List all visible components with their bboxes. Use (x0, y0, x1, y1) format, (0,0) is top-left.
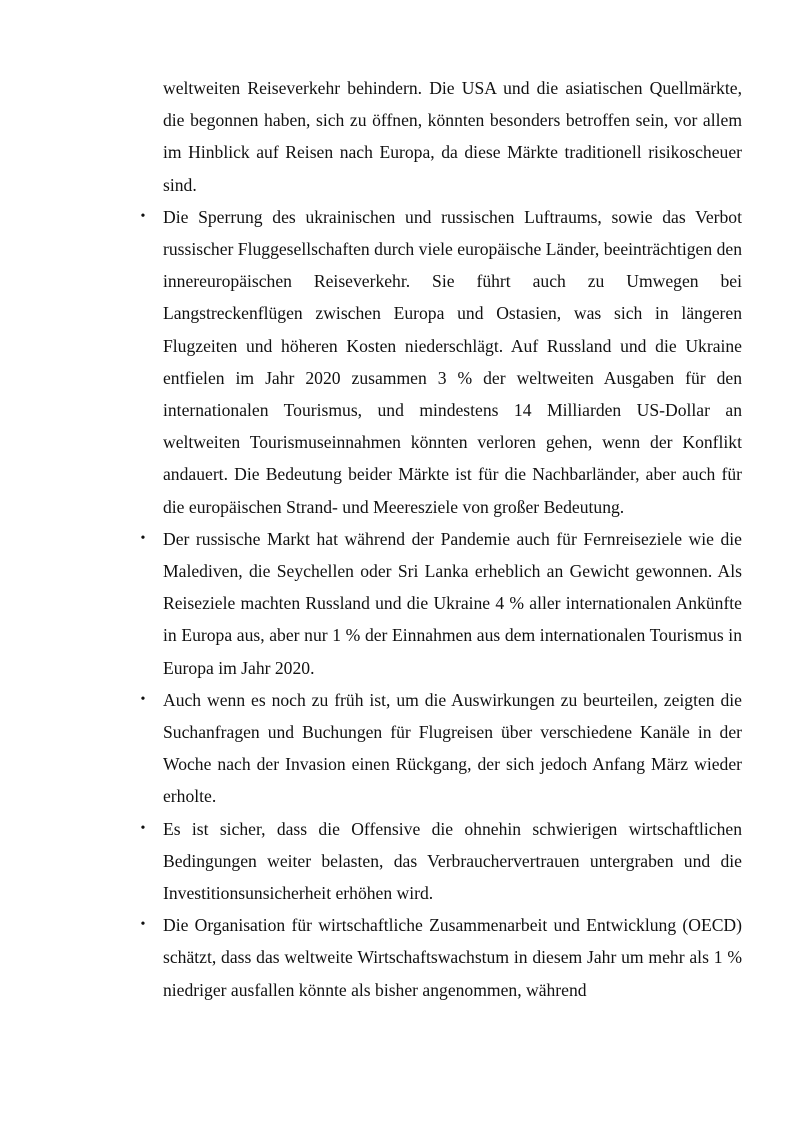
bullet-icon: • (140, 530, 146, 546)
list-item (140, 201, 742, 523)
continuation-paragraph: weltweiten Reiseverkehr behindern. Die USA und die asiatischen Quellmärkte, die begonnen haben, sich zu öffnen, könnten besonders betroffen sein, vor allem im Hinblick auf Reisen nach Europa, da diese Märkte traditionell risikoscheuer sind. (163, 78, 742, 195)
list-item (140, 684, 742, 813)
list-item (140, 909, 742, 1006)
bullet-icon: • (140, 820, 146, 836)
list-item-text: Der russische Markt hat während der Pandemie auch für Fernreiseziele wie die Malediven, die Seychellen oder Sri Lanka erheblich an Gewicht gewonnen. Als Reiseziele machten Russland und die Ukraine 4 % aller internationalen Ankünfte in Europa aus, aber nur 1 % der Einnahmen aus dem internationalen Tourismus in Europa im Jahr 2020. (163, 528, 742, 678)
page-content (140, 72, 742, 1006)
bullet-icon: • (140, 208, 146, 224)
list-item (140, 523, 742, 684)
bullet-icon: • (140, 691, 146, 707)
bullet-list (140, 201, 742, 1006)
list-item (140, 813, 742, 910)
list-item-text: Die Organisation für wirtschaftliche Zusammenarbeit und Entwicklung (OECD) schätzt, dass das weltweite Wirtschaftswachstum in diesem Jahr um mehr als 1 % niedriger ausfallen könnte als bisher angenommen, während (163, 915, 742, 1000)
bullet-icon: • (140, 917, 146, 933)
list-item-text: Es ist sicher, dass die Offensive die ohnehin schwierigen wirtschaftlichen Bedingungen weiter belasten, das Verbrauchervertrauen untergraben und die Investitionsunsicherheit erhöhen wird. (163, 818, 742, 904)
list-item-text: Auch wenn es noch zu früh ist, um die Auswirkungen zu beurteilen, zeigten die Suchanfragen und Buchungen für Flugreisen über verschiedene Kanäle in der Woche nach der Invasion einen Rückgang, der sich jedoch Anfang März wieder erholte. (163, 689, 742, 807)
list-item-text: Die Sperrung des ukrainischen und russischen Luftraums, sowie das Verbot russischer Fluggesellschaften durch viele europäische Länder, beeinträchtigen den innereuropäischen Reiseverkehr. Sie führt auch zu Umwegen bei Langstreckenflügen zwischen Europa und Ostasien, was sich in längeren Flugzeiten und höheren Kosten niederschlägt. Auf Russland und die Ukraine entfielen im Jahr 2020 zusammen 3 % der weltweiten Ausgaben für den internationalen Tourismus, und mindestens 14 Milliarden US-Dollar an weltweiten Tourismuseinnahmen könnten verloren gehen, wenn der Konflikt andauert. Die Bedeutung beider Märkte ist für die Nachbarländer, aber auch für die europäischen Strand- und Meeresziele von großer Bedeutung. (163, 206, 742, 517)
